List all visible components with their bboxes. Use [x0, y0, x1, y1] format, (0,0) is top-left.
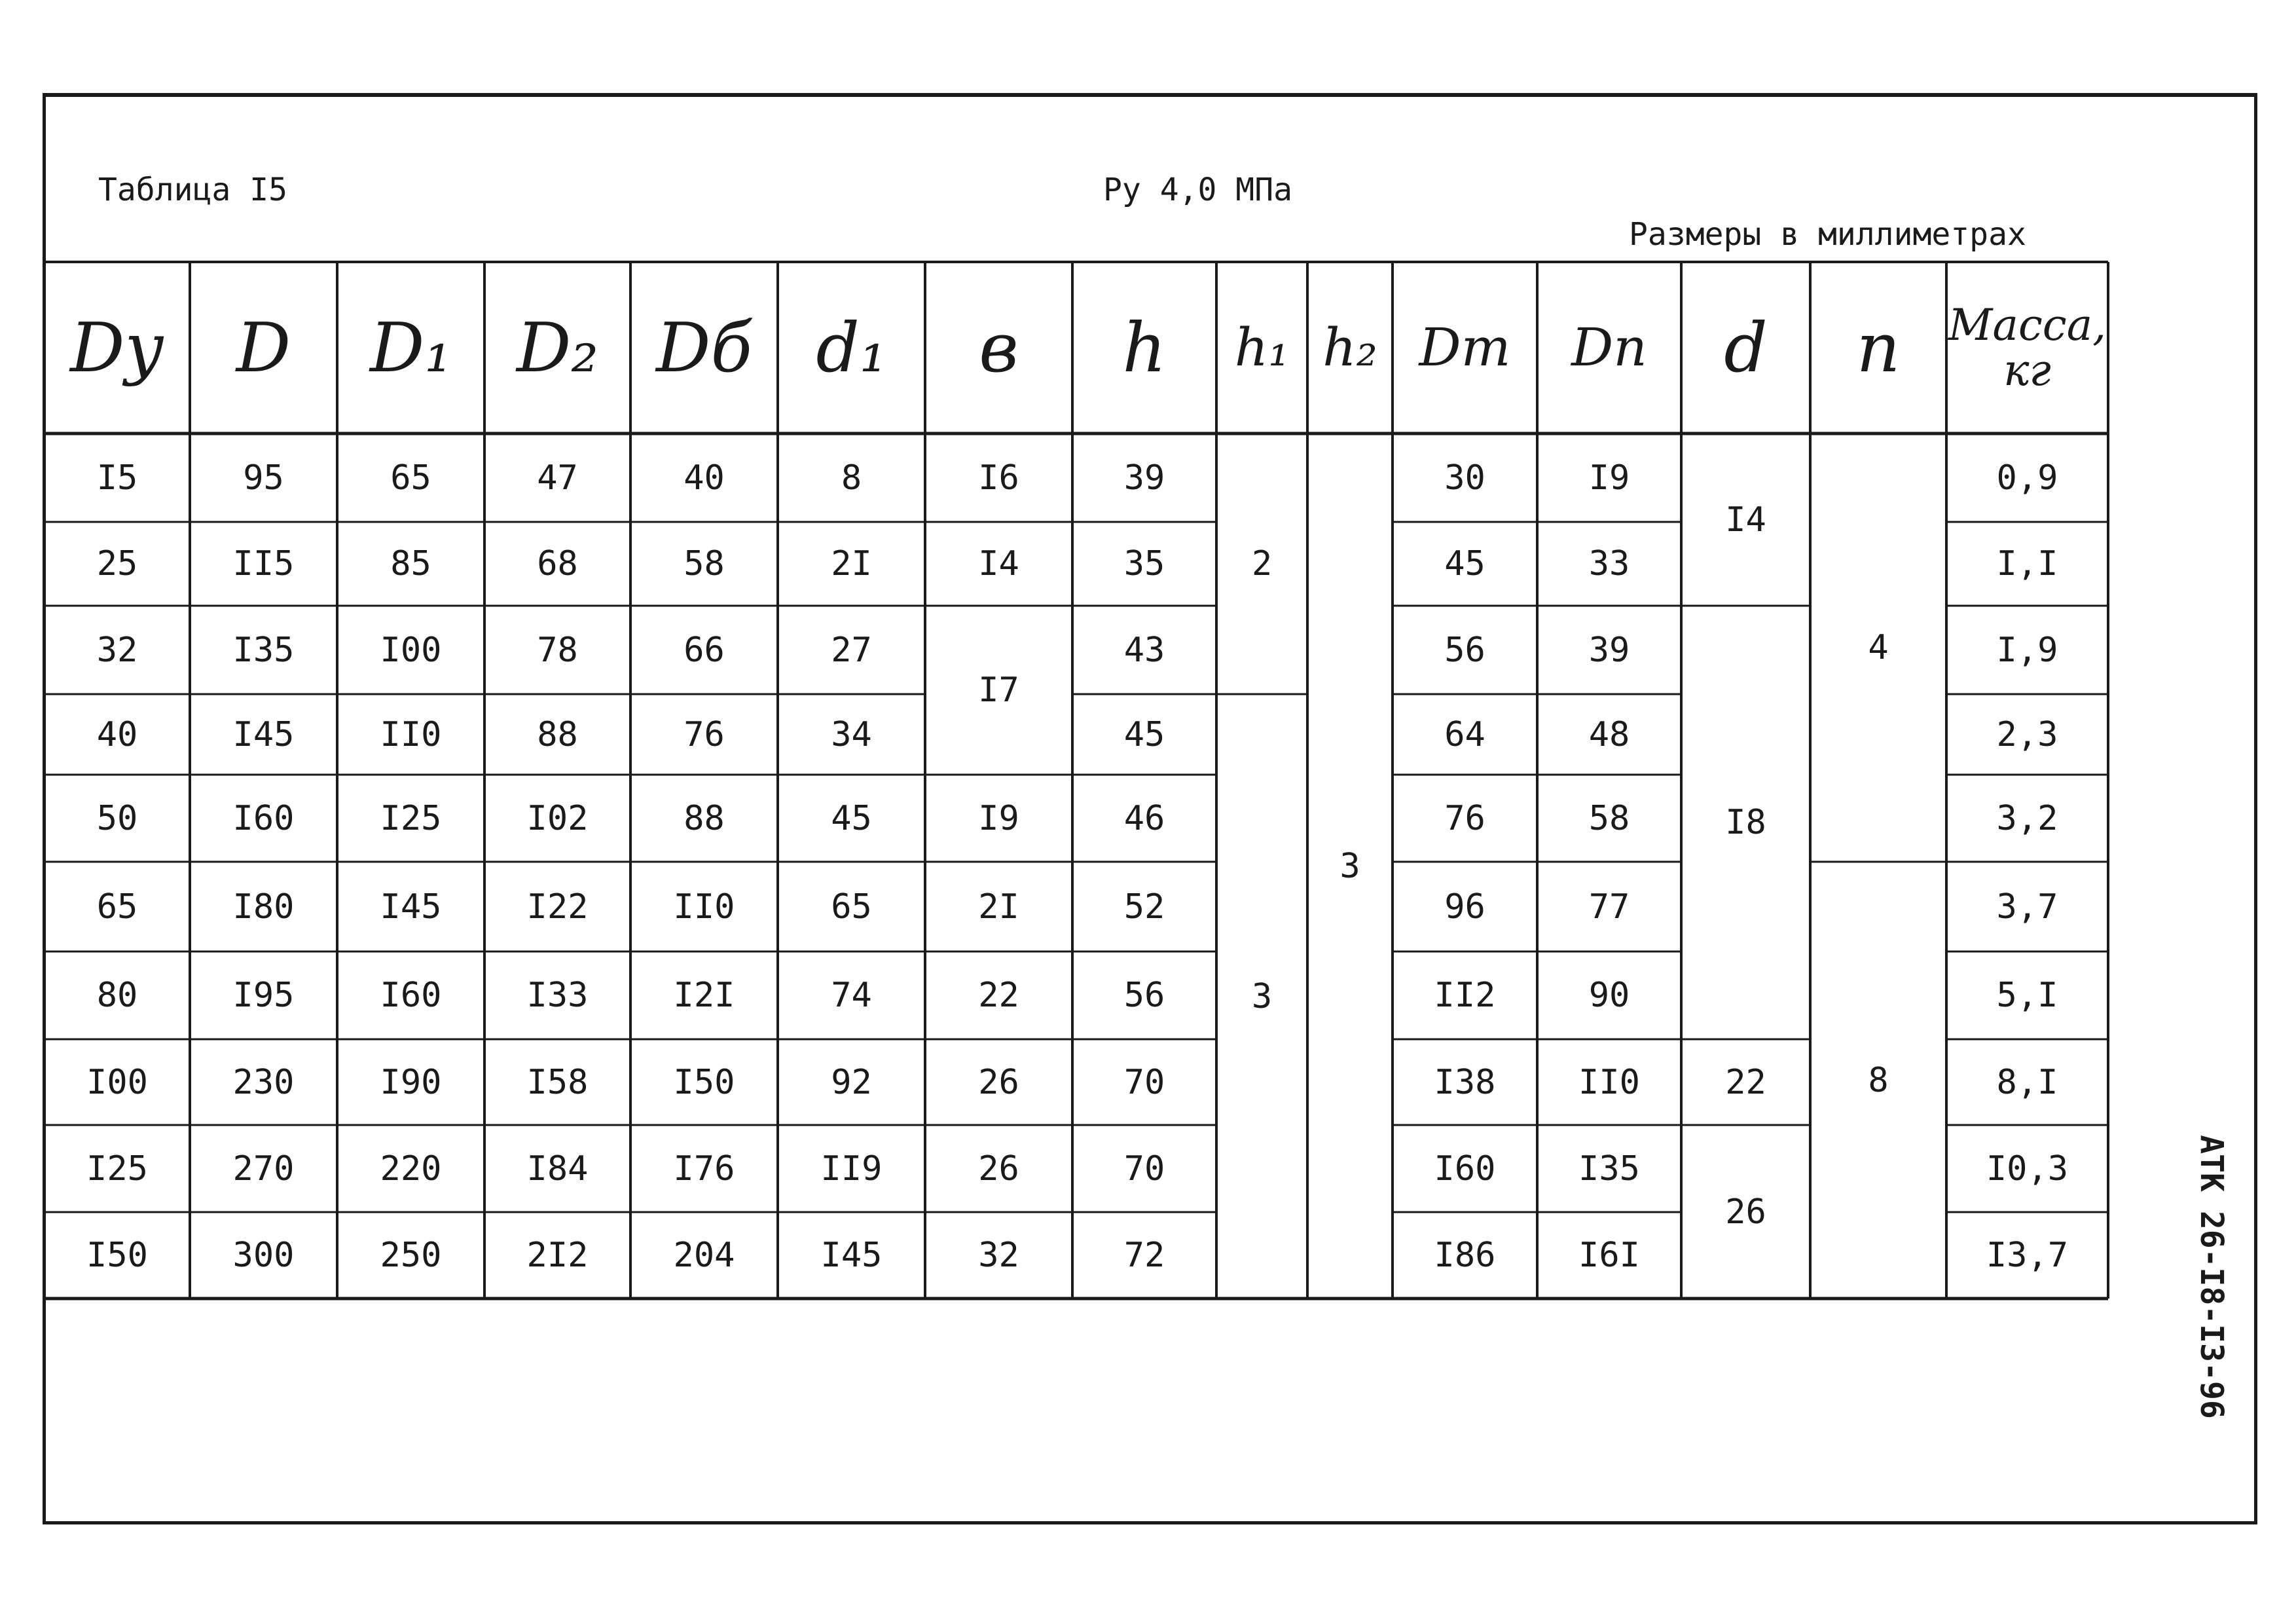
cell-dn: I9 [1588, 458, 1630, 498]
cell-mass: 2,3 [1996, 714, 2058, 754]
cell-d1: 65 [390, 458, 431, 498]
cell-h: 39 [1123, 458, 1165, 498]
cell-dy: 40 [96, 714, 138, 754]
cell-dn: I35 [1578, 1149, 1640, 1189]
col-header-d1: D₁ [369, 308, 452, 388]
col-header-mass [1946, 262, 2108, 434]
cell-dm: 96 [1444, 887, 1485, 927]
cell-dy: I50 [86, 1236, 148, 1275]
cell-b: I4 [978, 544, 1019, 583]
cell-d1: 92 [831, 1062, 872, 1102]
table-title: Таблица I5 [98, 172, 287, 208]
col-header-b: в [979, 308, 1019, 388]
cell-dn: 39 [1588, 630, 1630, 670]
cell-dm: 45 [1444, 544, 1485, 583]
col-header-mass-line2: кг [2003, 345, 2051, 396]
cell-h: 43 [1123, 630, 1165, 670]
cell-d6: 58 [683, 544, 725, 583]
cell-dn: 58 [1588, 798, 1630, 838]
cell-h: 52 [1123, 887, 1165, 927]
cell-mass: I,I [1996, 544, 2058, 583]
cell-mass: 3,7 [1996, 887, 2058, 927]
cell-dy: 25 [96, 544, 138, 583]
cell-b: 2I [978, 887, 1019, 927]
cell-d-merged: 22 [1725, 1062, 1766, 1102]
cell-dn: 33 [1588, 544, 1630, 583]
cell-mass: I,9 [1996, 630, 2058, 670]
col-header-h1: h₁ [1234, 317, 1290, 378]
cell-d2: I84 [526, 1149, 589, 1189]
cell-dn: II0 [1578, 1062, 1640, 1102]
cell-h: 70 [1123, 1149, 1165, 1189]
cell-d: I60 [232, 798, 295, 838]
cell-d1: 2I [831, 544, 872, 583]
cell-d6: 76 [683, 714, 725, 754]
col-header-dn: Dn [1571, 317, 1647, 378]
cell-dy: 80 [96, 976, 138, 1015]
cell-b: 32 [978, 1236, 1019, 1275]
cell-d2: I33 [526, 976, 589, 1015]
cell-d: II5 [232, 544, 295, 583]
cell-d: 270 [232, 1149, 295, 1189]
cell-b: 22 [978, 976, 1019, 1015]
col-header-mass-line1: Масса, [1948, 299, 2107, 350]
cell-d1: I25 [380, 798, 442, 838]
cell-d1: 65 [831, 887, 872, 927]
cell-d1: 8 [841, 458, 862, 498]
cell-b: I6 [978, 458, 1019, 498]
cell-d2: 2I2 [526, 1236, 589, 1275]
cell-dy: I00 [86, 1062, 148, 1102]
cell-d1: I60 [380, 976, 442, 1015]
cell-h1-merged: 2 [1251, 544, 1273, 583]
document-id: АТК 26-I8-I3-96 [2193, 1135, 2230, 1419]
cell-d2: I22 [526, 887, 589, 927]
cell-d1: I45 [820, 1236, 883, 1275]
cell-d1: II0 [380, 714, 442, 754]
cell-b-merged: I7 [978, 671, 1019, 710]
cell-dy: 50 [96, 798, 138, 838]
cell-d: 230 [232, 1062, 295, 1102]
cell-d: I35 [232, 630, 295, 670]
col-header-n: n [1856, 308, 1901, 388]
cell-d1: 250 [380, 1236, 442, 1275]
cell-d: I95 [232, 976, 295, 1015]
col-header-dy: Dу [70, 308, 164, 388]
cell-d-merged: 26 [1725, 1192, 1766, 1232]
cell-d2: I58 [526, 1062, 589, 1102]
cell-mass: I3,7 [1986, 1236, 2069, 1275]
cell-d: I80 [232, 887, 295, 927]
cell-d6: II0 [673, 887, 735, 927]
cell-d1: II9 [820, 1149, 883, 1189]
cell-dm: 30 [1444, 458, 1485, 498]
cell-h: 35 [1123, 544, 1165, 583]
cell-d1: 34 [831, 714, 872, 754]
col-header-d1-small: d₁ [816, 308, 887, 388]
cell-d6: I76 [673, 1149, 735, 1189]
col-header-d-outer: D [236, 308, 291, 388]
cell-d6: 204 [673, 1236, 735, 1275]
cell-d1: 45 [831, 798, 872, 838]
cell-d2: 47 [537, 458, 578, 498]
cell-mass: 8,I [1996, 1062, 2058, 1102]
cell-dy: I5 [96, 458, 138, 498]
cell-d1: 85 [390, 544, 431, 583]
cell-dm: 64 [1444, 714, 1485, 754]
cell-n-merged: 8 [1868, 1060, 1889, 1100]
col-header-dm: Dm [1419, 317, 1511, 378]
cell-mass: 5,I [1996, 976, 2058, 1015]
cell-d2: 78 [537, 630, 578, 670]
cell-h: 70 [1123, 1062, 1165, 1102]
cell-d1: I90 [380, 1062, 442, 1102]
units-note: Размеры в миллиметрах [1629, 216, 2026, 253]
cell-h: 72 [1123, 1236, 1165, 1275]
cell-d6: I2I [673, 976, 735, 1015]
cell-dn: 77 [1588, 887, 1630, 927]
cell-d1: I45 [380, 887, 442, 927]
cell-d6: 88 [683, 798, 725, 838]
cell-dm: I86 [1434, 1236, 1496, 1275]
col-header-d-hole: d [1724, 308, 1768, 388]
cell-b: I9 [978, 798, 1019, 838]
cell-dn: I6I [1578, 1236, 1640, 1275]
cell-dy: 32 [96, 630, 138, 670]
cell-dm: 76 [1444, 798, 1485, 838]
cell-mass: 3,2 [1996, 798, 2058, 838]
cell-d: I45 [232, 714, 295, 754]
cell-b: 26 [978, 1149, 1019, 1189]
cell-h: 56 [1123, 976, 1165, 1015]
cell-d-merged: I8 [1725, 803, 1766, 842]
cell-d2: 68 [537, 544, 578, 583]
cell-dm: I60 [1434, 1149, 1496, 1189]
cell-d-merged: I4 [1725, 500, 1766, 540]
col-header-d2: D₂ [516, 308, 599, 388]
cell-h: 46 [1123, 798, 1165, 838]
col-header-h: h [1122, 308, 1167, 388]
pressure-rating: Ру 4,0 МПа [1103, 172, 1292, 208]
cell-d: 300 [232, 1236, 295, 1275]
cell-dn: 48 [1588, 714, 1630, 754]
cell-h1-merged: 3 [1251, 976, 1273, 1016]
cell-d6: 40 [683, 458, 725, 498]
cell-d2: I02 [526, 798, 589, 838]
col-header-d6: Dб [656, 308, 752, 388]
col-header-h2: h₂ [1322, 317, 1377, 378]
cell-d1: 27 [831, 630, 872, 670]
cell-dy: I25 [86, 1149, 148, 1189]
cell-d1: 220 [380, 1149, 442, 1189]
cell-d: 95 [243, 458, 284, 498]
cell-dm: II2 [1434, 976, 1496, 1015]
cell-h: 45 [1123, 714, 1165, 754]
cell-d6: 66 [683, 630, 725, 670]
cell-mass: I0,3 [1986, 1149, 2069, 1189]
cell-d2: 88 [537, 714, 578, 754]
cell-dm: 56 [1444, 630, 1485, 670]
cell-h2-merged: 3 [1339, 846, 1360, 886]
cell-dn: 90 [1588, 976, 1630, 1015]
cell-dm: I38 [1434, 1062, 1496, 1102]
cell-d1: 74 [831, 976, 872, 1015]
cell-d1: I00 [380, 630, 442, 670]
cell-d6: I50 [673, 1062, 735, 1102]
cell-dy: 65 [96, 887, 138, 927]
cell-b: 26 [978, 1062, 1019, 1102]
cell-mass: 0,9 [1996, 458, 2058, 498]
cell-n-merged: 4 [1868, 628, 1889, 667]
